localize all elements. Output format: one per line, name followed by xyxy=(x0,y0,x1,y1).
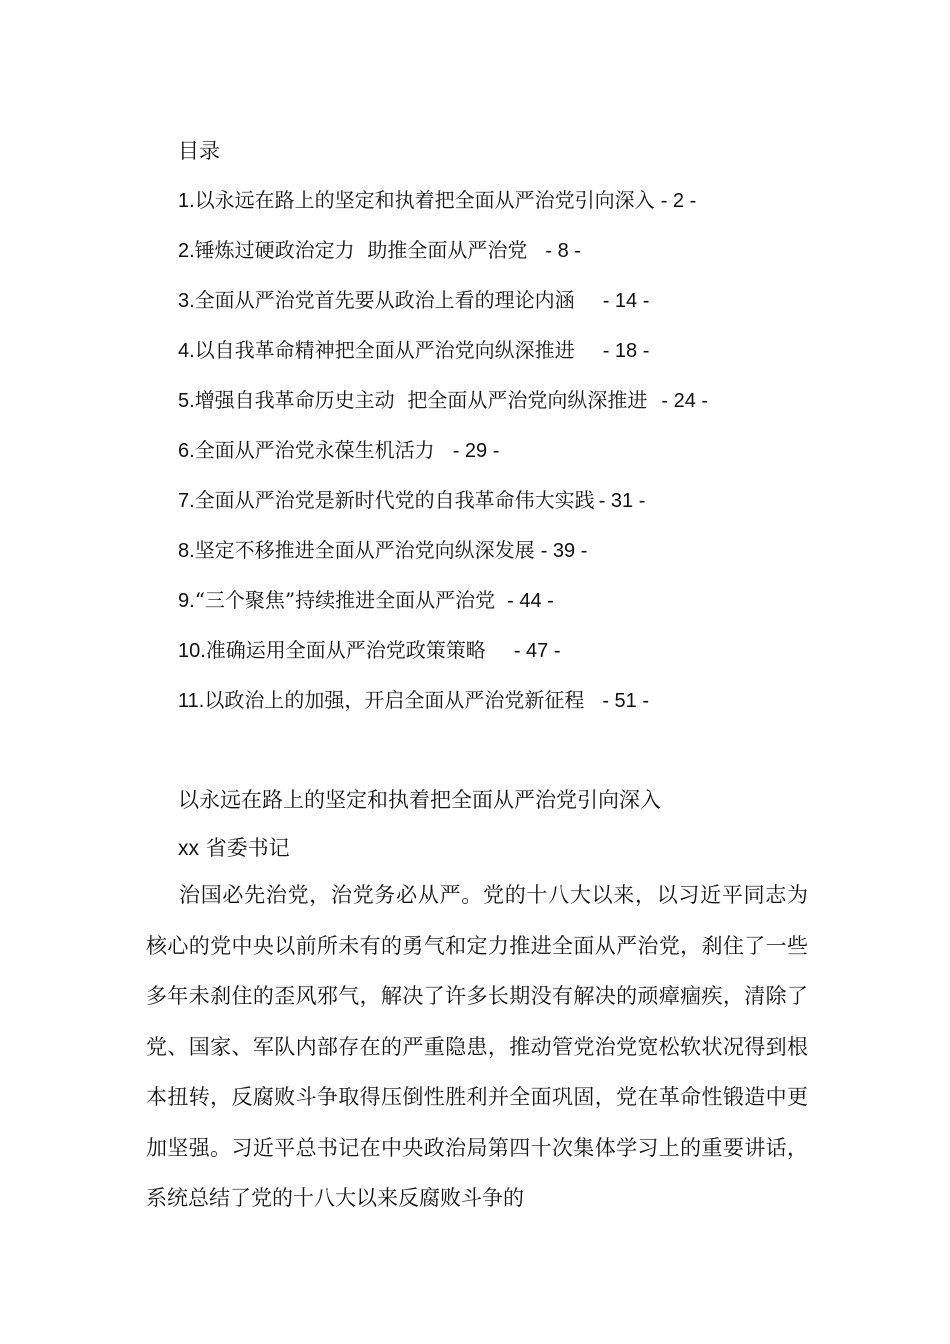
toc-item-number: 10. xyxy=(178,640,206,662)
toc-item-2[interactable] xyxy=(178,236,708,286)
toc-item-title: 准确运用全面从严治党政策策略 xyxy=(205,638,486,662)
toc-item-number: 2. xyxy=(178,240,195,262)
toc-item-page: - 47 - xyxy=(513,640,561,662)
toc-item-page: - 8 - xyxy=(545,240,581,262)
toc-item-1[interactable] xyxy=(178,186,708,236)
toc-item-page: - 2 - xyxy=(660,190,697,212)
toc-item-page: - 29 - xyxy=(452,440,500,462)
toc-item-8[interactable] xyxy=(178,536,708,586)
toc-item-number: 11. xyxy=(178,690,205,712)
toc-item-title: 全面从严治党首先要从政治上看的理论内涵 xyxy=(194,288,575,312)
toc-item-9[interactable] xyxy=(178,586,708,636)
author-title: 省委书记 xyxy=(205,836,290,860)
toc-item-6[interactable] xyxy=(178,436,708,486)
toc-item-5[interactable] xyxy=(178,386,708,436)
toc-item-page: - 31 - xyxy=(598,490,646,512)
toc-heading: 目录 xyxy=(178,139,220,163)
toc-item-title: 锤炼过硬政治定力 助推全面从严治党 xyxy=(194,238,528,262)
toc-item-title: “三个聚焦”持续推进全面从严治党 xyxy=(194,588,496,612)
toc-item-number: 3. xyxy=(178,290,195,312)
toc-item-page: - 51 - xyxy=(602,690,650,712)
table-of-contents xyxy=(178,186,708,736)
toc-item-4[interactable] xyxy=(178,336,708,386)
toc-item-title: 以自我革命精神把全面从严治党向纵深推进 xyxy=(194,338,575,362)
toc-item-number: 1. xyxy=(178,190,195,212)
toc-item-page: - 44 - xyxy=(507,590,554,612)
toc-item-number: 5. xyxy=(178,390,195,412)
toc-item-title: 增强自我革命历史主动 把全面从严治党向纵深推进 xyxy=(194,388,648,412)
body-paragraph: 治国必先治党，治党务必从严。党的十八大以来，以习近平同志为核心的党中央以前所未有的勇气和定力推进全面从严治党，刹住了一些多年未刹住的歪风邪气，解决了许多长期没有解决的顽瘴痼疾，清除了党、国家、军队内部存在的严重隐患，推动管党治党宽松软状况得到根本扭转，反腐败斗争取得压倒性胜利并全面巩固，党在革命性锻造中更加坚强。习近平总书记在中央政治局第四十次集体学习上的重要讲话，系统总结了党的十八大以来反腐败斗争的 xyxy=(146,883,808,1210)
author-line xyxy=(178,834,290,863)
toc-item-number: 8. xyxy=(178,540,195,562)
toc-item-title: 全面从严治党永葆生机活力 xyxy=(194,438,435,462)
toc-item-number: 4. xyxy=(178,340,195,362)
toc-item-title: 坚定不移推进全面从严治党向纵深发展 xyxy=(194,538,535,562)
toc-item-title: 以永远在路上的坚定和执着把全面从严治党引向深入 xyxy=(194,188,655,212)
toc-item-page: - 18 - xyxy=(602,340,650,362)
toc-item-number: 6. xyxy=(178,440,195,462)
article-title: 以永远在路上的坚定和执着把全面从严治党引向深入 xyxy=(178,788,661,812)
toc-item-title: 全面从严治党是新时代党的自我革命伟大实践 xyxy=(194,488,595,512)
toc-item-title: 以政治上的加强，开启全面从严治党新征程 xyxy=(204,688,585,712)
toc-item-3[interactable] xyxy=(178,286,708,336)
toc-item-number: 9. xyxy=(178,590,195,612)
toc-item-10[interactable] xyxy=(178,636,708,686)
toc-item-11[interactable] xyxy=(178,686,708,736)
toc-item-page: - 24 - xyxy=(661,390,709,412)
toc-item-page: - 14 - xyxy=(602,290,650,312)
author-prefix: xx xyxy=(178,837,199,860)
toc-item-number: 7. xyxy=(178,490,195,512)
toc-item-page: - 39 - xyxy=(540,540,588,562)
toc-item-7[interactable] xyxy=(178,486,708,536)
